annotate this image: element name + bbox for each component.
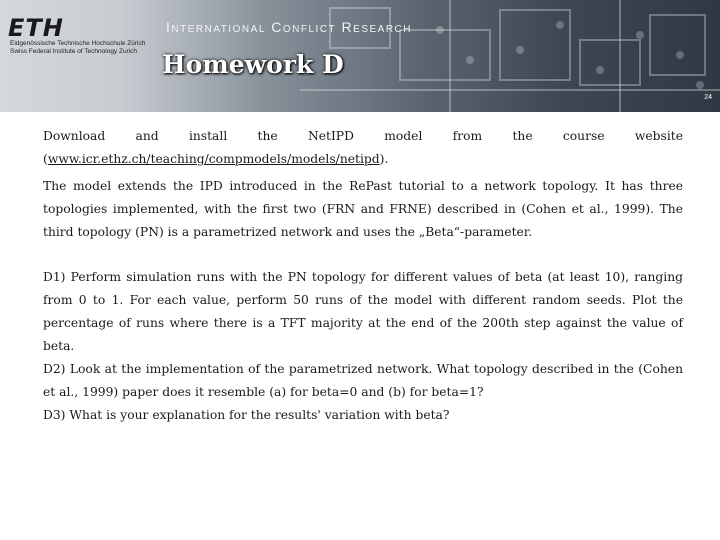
paragraph-model-description: The model extends the IPD introduced in the RePast tutorial to a network topology. It has three topologies implemented, with the first two (FRN and FRNE) described in (Cohen et al., 1999). The third topology (PN) is a parametrized network and uses the „Beta“-parameter. (43, 179, 683, 239)
task-d3: D3) What is your explanation for the results' variation with beta? (43, 408, 450, 422)
header-center-title: International Conflict Research (166, 19, 413, 35)
paragraph-download (43, 125, 683, 171)
eth-subtitle-english: Swiss Federal Institute of Technology Zurich (10, 48, 138, 55)
eth-logo-subtitle (10, 40, 145, 56)
course-website-link[interactable]: www.icr.ethz.ch/teaching/compmodels/models/netipd (47, 152, 380, 166)
eth-subtitle-german: Eidgenössische Technische Hochschule Zürich (10, 40, 146, 47)
banner-background-pattern (0, 0, 720, 112)
task-d2: D2) Look at the implementation of the parametrized network. What topology described in the (Cohen et al., 1999) paper does it resemble (a) for beta=0 and (b) for beta=1? (43, 362, 683, 399)
slide-title: Homework D (162, 50, 344, 79)
page-number: 24 (704, 94, 712, 101)
eth-logo: ETH (8, 14, 64, 42)
download-text: Download and install the NetIPD model from the course website ( (43, 129, 683, 166)
header-banner (0, 0, 720, 112)
task-d1: D1) Perform simulation runs with the PN topology for different values of beta (at least 10), ranging from 0 to 1. For each value, perform 50 runs of the model with different random seeds. Plot the percentage of runs where there is a TFT majority at the end of the 200th step against the value of beta. (43, 270, 683, 353)
slide-content (43, 125, 683, 427)
download-text-end: ). (379, 152, 389, 166)
